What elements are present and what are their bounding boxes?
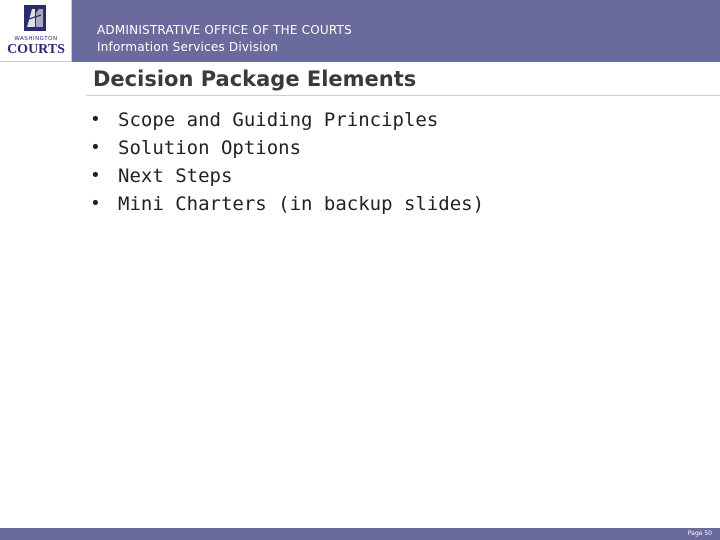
- logo-wordmark-top: WASHINGTON: [14, 36, 58, 42]
- list-item: [90, 190, 690, 218]
- bullet-text: Next Steps: [118, 165, 233, 187]
- bullet-icon: •: [90, 137, 101, 158]
- organization-name: ADMINISTRATIVE OFFICE OF THE COURTS: [97, 23, 352, 37]
- footer-band: [0, 528, 720, 540]
- bullet-icon: •: [90, 109, 101, 130]
- division-name: Information Services Division: [97, 40, 279, 54]
- bullet-text: Solution Options: [118, 137, 302, 159]
- bullet-text: Scope and Guiding Principles: [118, 109, 439, 131]
- bullet-icon: •: [90, 165, 101, 186]
- list-item: [90, 106, 690, 134]
- list-item: [90, 162, 690, 190]
- page-number: Page 50: [687, 530, 712, 537]
- bullet-list: [90, 106, 690, 218]
- list-item: [90, 134, 690, 162]
- washington-courts-logo-icon: [24, 5, 46, 31]
- bullet-icon: •: [90, 193, 101, 214]
- bullet-text: Mini Charters (in backup slides): [118, 193, 485, 215]
- logo: [0, 0, 72, 62]
- logo-wordmark-bottom: COURTS: [7, 42, 65, 57]
- slide-title: Decision Package Elements: [93, 67, 417, 91]
